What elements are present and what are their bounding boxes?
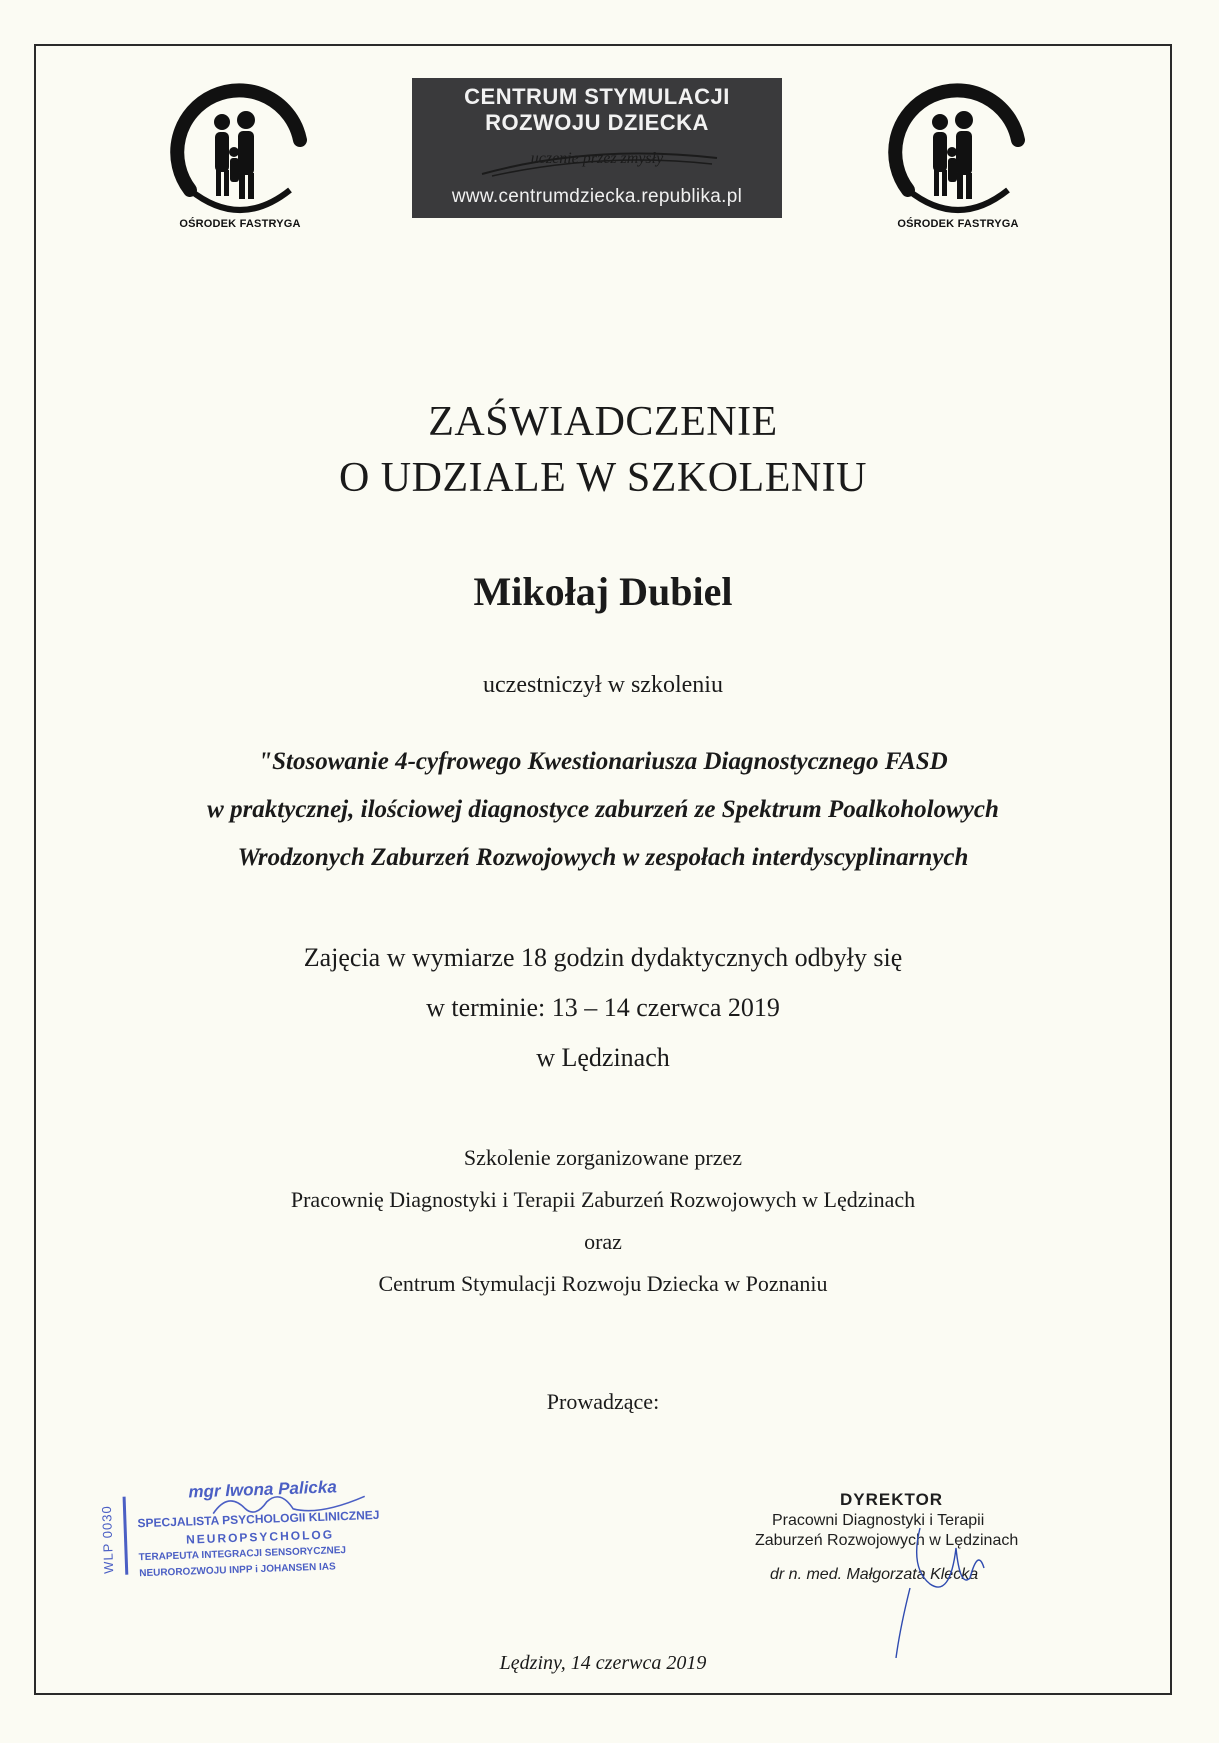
family-hand-icon [160,80,320,240]
organizer-1: Pracownię Diagnostyki i Terapii Zaburzeń Rozwojowych w Lędzinach [290,1187,916,1212]
organizers-intro: Szkolenie zorganizowane przez [463,1145,743,1170]
stamp-instructor-name: mgr Iwona Palicka [188,1477,338,1502]
certificate-title-line1: ZAŚWIADCZENIE [428,399,778,445]
banner-title-line1: CENTRUM STYMULACJI [464,84,730,109]
stamp-line-2: NEUROPSYCHOLOG [185,1527,335,1547]
stamp-line-1: SPECJALISTA PSYCHOLOGII KLINICZNEJ [137,1507,380,1531]
stamp-line-3: TERAPEUTA INTEGRACJI SENSORYCZNEJ [138,1545,347,1564]
hours-text: Zajęcia w wymiarze 18 godzin dydaktycznych odbyły się [303,943,903,972]
fastryga-caption-right: OŚRODEK FASTRYGA [897,218,1019,230]
stamp-line-4: NEUROROZWOJU INPP i JOHANSEN IAS [139,1561,336,1580]
csrd-banner-logo [412,78,782,218]
stamp-divider [123,1497,129,1575]
family-hand-icon [878,80,1038,240]
organizer-2: Centrum Stymulacji Rozwoju Dziecka w Poznaniu [378,1271,828,1296]
course-title-line2: w praktycznej, ilościowej diagnostyce zaburzeń ze Spektrum Poalkoholowych [207,796,999,823]
instructor-stamp [98,1474,422,1595]
banner-tagline: uczenie przez zmysły [530,150,664,167]
banner-title-line2: ROZWOJU DZIECKA [485,110,709,135]
director-title: DYREKTOR [840,1490,944,1509]
director-signature [860,1508,1010,1658]
place-and-date: Lędziny, 14 czerwca 2019 [499,1652,707,1674]
participant-name: Mikołaj Dubiel [473,569,733,614]
course-title-line1: "Stosowanie 4-cyfrowego Kwestionariusza Diagnostycznego FASD [258,748,948,775]
fastryga-logo-left [160,80,320,240]
director-stamp [755,1490,1070,1610]
fastryga-caption-left: OŚRODEK FASTRYGA [179,218,301,230]
organizers-conjunction: oraz [584,1229,622,1254]
director-name: dr n. med. Małgorzata Klecka [770,1566,979,1583]
location-text: w Lędzinach [536,1043,670,1072]
instructors-label: Prowadzące: [546,1389,660,1414]
director-line-2: Zaburzeń Rozwojowych w Lędzinach [755,1532,1019,1549]
stamp-license-number: WLP 0030 [98,1505,117,1575]
participated-text: uczestniczył w szkoleniu [483,672,723,698]
certificate-title-line2: O UDZIALE W SZKOLENIU [338,455,868,501]
director-line-1: Pracowni Diagnostyki i Terapii [772,1512,985,1529]
fastryga-logo-right [878,80,1038,240]
banner-url: www.centrumdziecka.republika.pl [451,186,743,207]
course-title-line3: Wrodzonych Zaburzeń Rozwojowych w zespołach interdyscyplinarnych [237,844,969,871]
date-range-text: w terminie: 13 – 14 czerwca 2019 [426,993,780,1022]
